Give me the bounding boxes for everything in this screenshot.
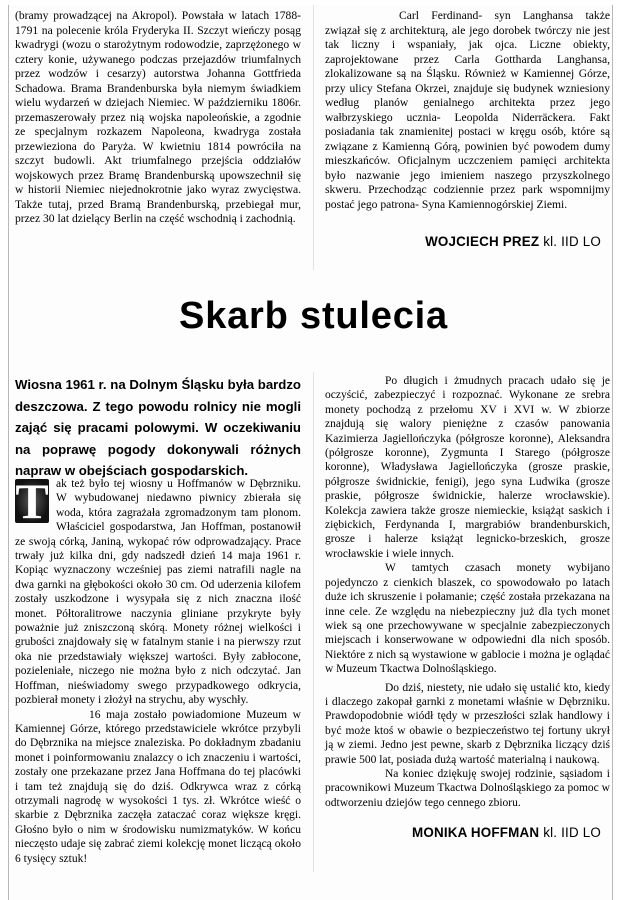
column-divider-bottom (313, 372, 314, 872)
main-article-author-class: kl. IID LO (543, 825, 601, 840)
top-article-author-class: kl. IID LO (543, 234, 601, 249)
main-article-left-paragraph-1-text: ak też było tej wiosny u Hoffmanów w Dębrzniku. W wybudowanej niedawno piwnicy zbierała się woda, która zagrażała zgromadzonym tam plonom. Właściciel gospodarstwa, Jan Hoffman, postanowił ze swoją córką, Janiną, wykopać rów odprowadzający. Prace trwały już kilka dni, gdy nadszedł dzień 14 maja 1961 r. Kopiąc wyznaczony wcześniej pas ziemi natrafili nagle na dwa garnki na głębokości około 30 cm. Od uderzenia kilofem zostały uszkodzone i wysypała się z nich znaczna ilość monet. Półtoralitrowe naczynia gliniane przykryte były poważnie już zniszczoną skórą. Monety różnej wielkości i grubości znajdowały się w fatalnym stanie i na pierwszy rzut oka nie przedstawiały większej wartości. Były zabłocone, pozieleniałe, niczego nie można było z nich odczytać. Jan Hoffman, nieświadomy swego przypadkowego odkrycia, pozbierał monety i złożył na strychu, aby wyschły. (15, 478, 301, 707)
top-article-left-column (15, 9, 301, 227)
main-article-right-paragraph-2: W tamtych czasach monety wybijano pojedynczo z cienkich blaszek, co spowodowało po latach duże ich skruszenie i połamanie; część została przekazana na inne cele. Ze względu na niebezpieczny już dla tych monet wiek są one przechowywane w specjalnie zabezpieczonych miejscach i konserwowane w odpowiedni dla nich sposób. Niektóre z nich są wystawione w gablocie i można je oglądać w Muzeum Tkactwa Dolnośląskiego. (325, 562, 610, 676)
main-article-signature (412, 825, 601, 840)
top-article-right-paragraph: Carl Ferdinand- syn Langhansa także związał się z architekturą, ale jego dorobek twórczy nie jest tak liczny i wspaniały, jak ojca. Liczne obiekty, zaprojektowane przez Carla Gottharda Langhansa, zlokalizowane są na Śląsku. Również w Kamiennej Górze, przy ulicy Stefana Okrzei, znajduje się budynek wzniesiony według planów genialnego architekta przez jego wałbrzyskiego ucznia- Leopolda Niderräckera. Fakt posiadania tak znamienitej postaci w kręgu osób, które są związane z Kamienną Górą, powinien być powodem dumy mieszkańców. Oficjalnym uczczeniem pamięci architekta było nazwanie jego imieniem naszego przyszkolnego skweru. Przechodząc codziennie przez park wspomnijmy postać jego patrona- Syna Kamiennogórskiej Ziemi. (325, 9, 610, 211)
main-article-right-paragraph-3: Do dziś, niestety, nie udało się ustalić kto, kiedy i dlaczego zakopał garnki z monetami właśnie w Dębrzniku. Prawdopodobnie wiódł tędy w przeszłości szlak handlowy i być może ktoś w obawie o bezpieczeństwo tej fortuny ukrył ją w ziemi. Jedno jest pewne, skarb z Dębrznika liczący dziś prawie 500 lat, posiada dużą wartość materialną i naukową. (325, 681, 610, 766)
main-article-right-paragraph-1: Po długich i żmudnych pracach udało się je oczyścić, zabezpieczyć i rozpoznać. Wykonane ze srebra monety pochodzą z przełomu XV i XVI w. W zbiorze znajdują się walory pieniężne z czasów panowania Kazimierza Jagiellończyka (półgrosze koronne), Aleksandra (półgrosze koronne), Zygmunta I Starego (półgrosze koronne), Władysława Jagiellończyka (grosze praskie, półgrosze świdnickie, fenigi), jego syna Ludwika (grosze praskie, półgrosze świdnickie, halerze wrocławskie). Kolekcja zawiera także grosze niemieckie, książąt saskich i ziębickich, Ferdynanda I, margrabiów brandenburskich, grosze i halerze książąt legnicko-brzeskich, grosze wrocławskie i wiele innych. (325, 375, 610, 560)
article-lead: Wiosna 1961 r. na Dolnym Śląsku była bardzo deszczowa. Z tego powodu rolnicy nie mogli zająć się pracami polowymi. W oczekiwaniu na poprawę pogody dokonywali różnych napraw w obejściach gospodarskich. (15, 377, 301, 478)
top-article-author: WOJCIECH PREZ (425, 234, 540, 249)
main-article-left-column (15, 473, 301, 866)
main-article-right-paragraph-4: Na koniec dziękuję swojej rodzinie, sąsiadom i pracownikowi Muzeum Tkactwa Dolnośląskiego za pomoc w odtworzeniu dziejów tego cennego zbioru. (325, 767, 610, 809)
main-article-left-paragraph-2: 16 maja zostało powiadomione Muzeum w Kamiennej Górze, którego przedstawiciele wkrótce przybyli do Dębrznika na miejsce znaleziska. Po dokładnym zbadaniu monet i poinformowaniu znalazcy o ich znaczeniu i wartości, zostały one przekazane przez Jana Hoffmana do tej placówki i tam też znajdują się do dziś. Odkrywca wraz z córką otrzymali nagrodę w wysokości 1 tys. zł. Wkrótce wieść o skarbie z Dębrznika zaczęła zataczać coraz większe kręgi. Głośno było o nim w środowisku numizmatyków. W końcu nieczęsto udaje się zabrać ziemi kolekcję monet liczącą około 6 tysięcy sztuk! (15, 708, 301, 865)
main-article-left-paragraph-1 (15, 473, 301, 708)
main-article-right-column (325, 374, 610, 810)
drop-cap-letter: T (15, 473, 49, 529)
main-article-author: MONIKA HOFFMAN (412, 825, 540, 840)
top-article-left-paragraph: (bramy prowadzącej na Akropol). Powstała w latach 1788-1791 na polecenie króla Fryderyka II. Szczyt wieńczy posąg kwadrygi (wozu o starożytnym rodowodzie, zaprzężonego w cztery konie, używanego podczas przejazdów triumfalnych przez wodzów i cesarzy) autorstwa Johanna Gottfrieda Schadowa. Brama Brandenburska była niemym świadkiem wielu wydarzeń w dziejach Niemiec. W październiku 1806r. przemaszerowały przez nią wojska napoleońskie, a zgodnie ze specjalnym rozkazem Napoleona, kwadryga została przewieziona do Paryża. W kwietniu 1814 powróciła na szczyt budowli. Akt triumfalnego przejścia oddziałów wojskowych przez Bramę Brandenburską upowszechnił się w historii Niemiec niejednokrotnie jako wyraz zwycięstwa. Także tutaj, przed Bramą Brandenburską, przebiegał mur, przez 30 lat dzielący Berlin na część wschodnią i zachodnią. (15, 9, 301, 225)
top-article-right-column (325, 9, 610, 212)
article-title: Skarb stulecia (179, 295, 448, 337)
column-divider-top (313, 5, 314, 270)
top-article-signature (425, 234, 601, 249)
